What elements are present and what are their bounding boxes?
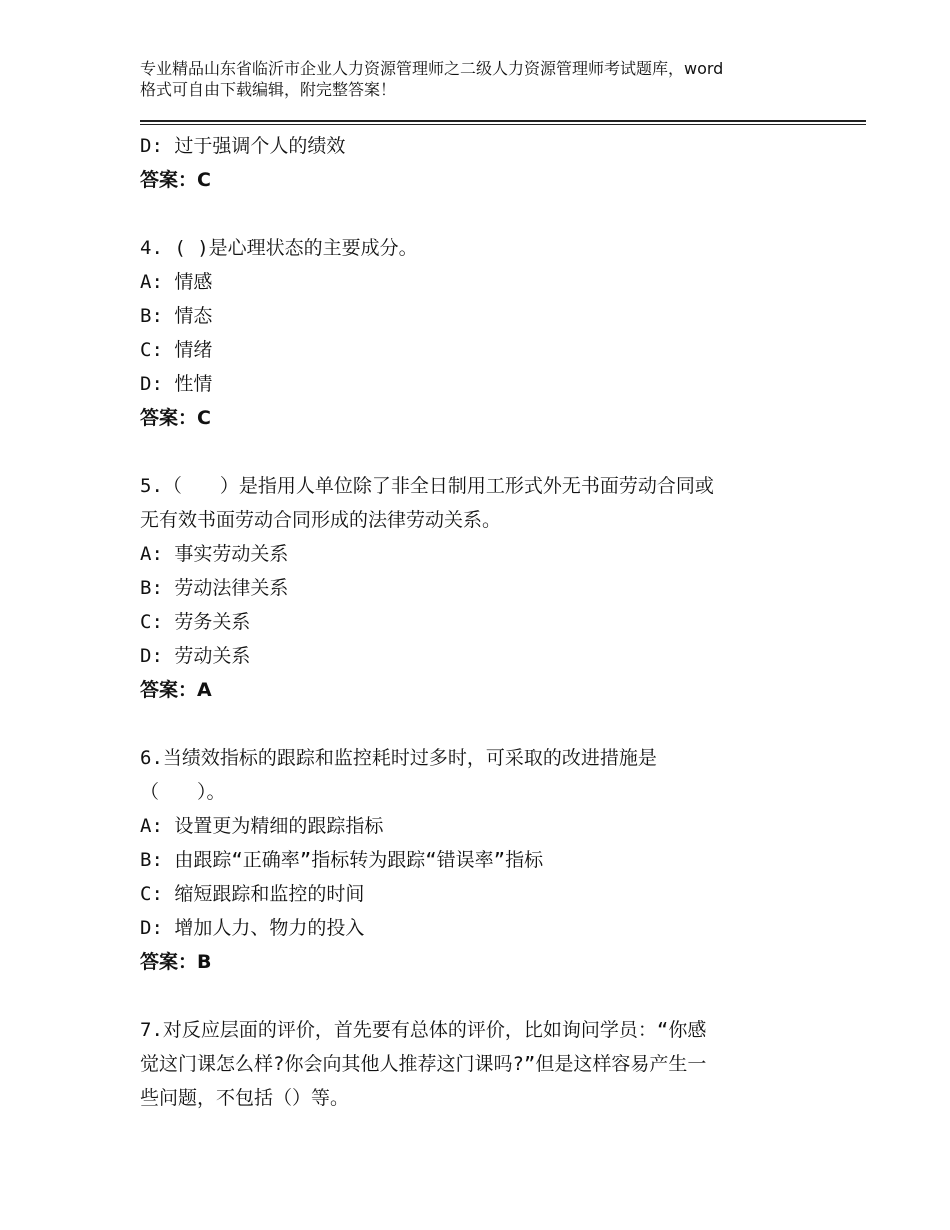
option-c: C: 劳务关系 [140, 611, 251, 633]
question-stem-line-1: 5.（ ）是指用人单位除了非全日制用工形式外无书面劳动合同或 [140, 475, 714, 497]
question-stem-line-2: （ ）。 [140, 781, 226, 803]
option-b: B: 由跟踪“正确率”指标转为跟踪“错误率”指标 [140, 849, 544, 871]
question-4 [140, 231, 820, 435]
answer-line: 答案：C [140, 407, 211, 429]
spacer [140, 707, 820, 741]
option-a: A: 事实劳动关系 [140, 543, 289, 565]
page-header [140, 58, 840, 100]
answer-line: 答案：B [140, 951, 212, 973]
question-7 [140, 1013, 820, 1115]
question-stem-line-3: 些问题，不包括（）等。 [140, 1087, 350, 1109]
header-rule-thick [140, 120, 866, 122]
question-6 [140, 741, 820, 979]
spacer [140, 435, 820, 469]
option-d: D: 过于强调个人的绩效 [140, 135, 346, 157]
option-b: B: 劳动法律关系 [140, 577, 289, 599]
question-stem-line-1: 7.对反应层面的评价，首先要有总体的评价，比如询问学员：“你感 [140, 1019, 707, 1041]
option-a: A: 设置更为精细的跟踪指标 [140, 815, 384, 837]
answer-line: 答案：C [140, 169, 211, 191]
spacer [140, 197, 820, 231]
question-list [140, 129, 820, 1115]
option-d: D: 增加人力、物力的投入 [140, 917, 365, 939]
answer-line: 答案：A [140, 679, 212, 701]
question-stem-line-2: 无有效书面劳动合同形成的法律劳动关系。 [140, 509, 502, 531]
spacer [140, 979, 820, 1013]
header-rule-thin [140, 124, 866, 125]
header-line-2: 格式可自由下载编辑，附完整答案！ [140, 80, 397, 99]
question-stem-line-1: 6.当绩效指标的跟踪和监控耗时过多时，可采取的改进措施是 [140, 747, 657, 769]
option-d: D: 性情 [140, 373, 213, 395]
question-3 [140, 129, 820, 197]
question-stem-line-2: 觉这门课怎么样?你会向其他人推荐这门课吗?”但是这样容易产生一 [140, 1053, 707, 1075]
header-line-1: 专业精品山东省临沂市企业人力资源管理师之二级人力资源管理师考试题库，word [140, 59, 724, 78]
option-d: D: 劳动关系 [140, 645, 251, 667]
option-c: C: 情绪 [140, 339, 213, 361]
option-a: A: 情感 [140, 271, 213, 293]
option-b: B: 情态 [140, 305, 213, 327]
option-c: C: 缩短跟踪和监控的时间 [140, 883, 365, 905]
question-5 [140, 469, 820, 707]
question-stem: 4. ( )是心理状态的主要成分。 [140, 237, 418, 259]
